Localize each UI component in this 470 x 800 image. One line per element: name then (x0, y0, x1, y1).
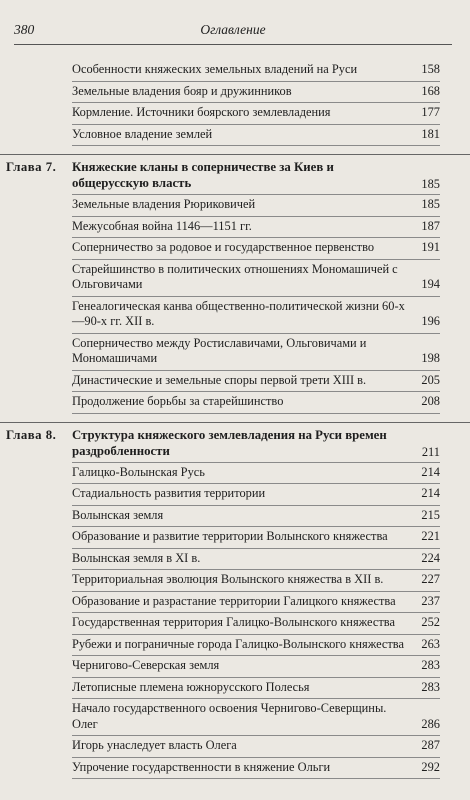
toc-section (72, 699, 440, 736)
chapter-label: Глава 8. (6, 427, 57, 442)
section-title: Образование и развитие территории Волынского княжества (72, 529, 388, 543)
section-title: Летописные племена южнорусского Полесья (72, 679, 310, 694)
toc-section (72, 463, 440, 485)
section-page-number: 205 (421, 372, 440, 387)
section-page-number: 208 (421, 394, 440, 408)
toc-section (72, 334, 440, 371)
section-page-number: 158 (421, 62, 440, 76)
toc-section (72, 656, 440, 678)
section-title: Государственная территория Галицко-Волынского княжества (72, 615, 395, 629)
toc-section (72, 260, 440, 297)
toc-section (72, 527, 440, 549)
section-title: Соперничество между Ростиславичами, Ольговичами и Мономашичами (72, 335, 367, 365)
toc-section (72, 82, 440, 104)
toc-section (72, 217, 440, 239)
section-title: Межусобная война 1146—1151 гг. (72, 218, 252, 233)
toc-section (72, 613, 440, 635)
section-title: Условное владение землей (72, 126, 213, 141)
section-page-number: 227 (421, 572, 440, 586)
section-page-number: 292 (421, 759, 440, 774)
toc-section (72, 506, 440, 528)
section-page-number: 287 (421, 738, 440, 752)
toc-section (72, 238, 440, 260)
chapter-title: Княжеские кланы в соперничестве за Киев и общерусскую власть (72, 159, 440, 195)
section-title: Соперничество за родовое и государственное первенство (72, 240, 375, 254)
section-title: Продолжение борьбы за старейшинство (72, 394, 284, 408)
section-title: Рубежи и пограничные города Галицко-Волынского княжества (72, 636, 404, 651)
toc-section (72, 678, 440, 700)
section-page-number: 252 (421, 615, 440, 629)
section-page-number: 187 (421, 218, 440, 233)
toc-section (72, 392, 440, 414)
toc-section (72, 736, 440, 758)
toc-section (72, 570, 440, 592)
toc-section (72, 549, 440, 571)
section-page-number: 215 (421, 507, 440, 522)
toc-chapter-row (0, 427, 440, 463)
section-title: Земельные владения бояр и дружинников (72, 83, 292, 98)
section-title: Кормление. Источники боярского землевладения (72, 105, 331, 119)
section-title: Особенности княжеских земельных владений на Руси (72, 62, 358, 76)
toc-section (72, 592, 440, 614)
section-page-number: 198 (421, 351, 440, 365)
section-title: Игорь унаследует власть Олега (72, 738, 237, 752)
section-title: Волынская земля (72, 507, 164, 522)
section-page-number: 224 (421, 550, 440, 565)
running-title: Оглавление (200, 22, 266, 37)
section-page-number: 181 (421, 126, 440, 141)
section-page-number: 237 (421, 593, 440, 608)
section-page-number: 214 (421, 464, 440, 479)
page-header (14, 22, 452, 45)
section-page-number: 168 (421, 83, 440, 98)
chapter-page-number: 211 (421, 444, 440, 459)
toc-section (72, 758, 440, 780)
chapter-label: Глава 7. (6, 160, 57, 174)
table-of-contents (0, 60, 470, 779)
toc-section (72, 60, 440, 82)
toc-section (72, 103, 440, 125)
section-page-number: 185 (421, 197, 440, 211)
section-page-number: 194 (421, 277, 440, 291)
toc-section (72, 125, 440, 147)
toc-chapter (0, 422, 470, 463)
toc-chapter-row (0, 159, 440, 195)
section-title: Старейшинство в политических отношениях Мономашичей с Ольговичами (72, 261, 398, 291)
toc-section (72, 297, 440, 334)
section-page-number: 191 (421, 240, 440, 254)
toc-section (72, 484, 440, 506)
chapter-page-number: 185 (421, 177, 440, 191)
section-page-number: 214 (421, 486, 440, 500)
section-page-number: 221 (421, 529, 440, 543)
section-title: Территориальная эволюция Волынского княжества в XII в. (72, 572, 384, 586)
section-title: Стадиальность развития территории (72, 486, 266, 500)
section-page-number: 283 (421, 658, 440, 672)
toc-chapter (0, 154, 470, 195)
section-title: Чернигово-Северская земля (72, 658, 220, 672)
toc-section (72, 371, 440, 393)
section-title: Генеалогическая канва общественно-политической жизни 60-х—90-х гг. XII в. (72, 298, 405, 328)
section-title: Волынская земля в XI в. (72, 550, 201, 565)
section-title: Упрочение государственности в княжение Ольги (72, 759, 331, 774)
page-number: 380 (14, 22, 35, 37)
section-title: Начало государственного освоения Чернигово-Северщины. Олег (72, 701, 387, 731)
section-page-number: 286 (421, 716, 440, 731)
section-page-number: 196 (421, 314, 440, 328)
section-title: Династические и земельные споры первой трети XIII в. (72, 372, 367, 387)
section-title: Земельные владения Рюриковичей (72, 197, 256, 211)
toc-section (72, 635, 440, 657)
chapter-title: Структура княжеского землевладения на Руси времен раздробленности (72, 427, 440, 463)
section-title: Галицко-Волынская Русь (72, 464, 205, 479)
toc-section (72, 195, 440, 217)
section-page-number: 177 (421, 105, 440, 119)
section-title: Образование и разрастание территории Галицкого княжества (72, 593, 396, 608)
section-page-number: 263 (421, 636, 440, 651)
section-page-number: 283 (421, 679, 440, 694)
